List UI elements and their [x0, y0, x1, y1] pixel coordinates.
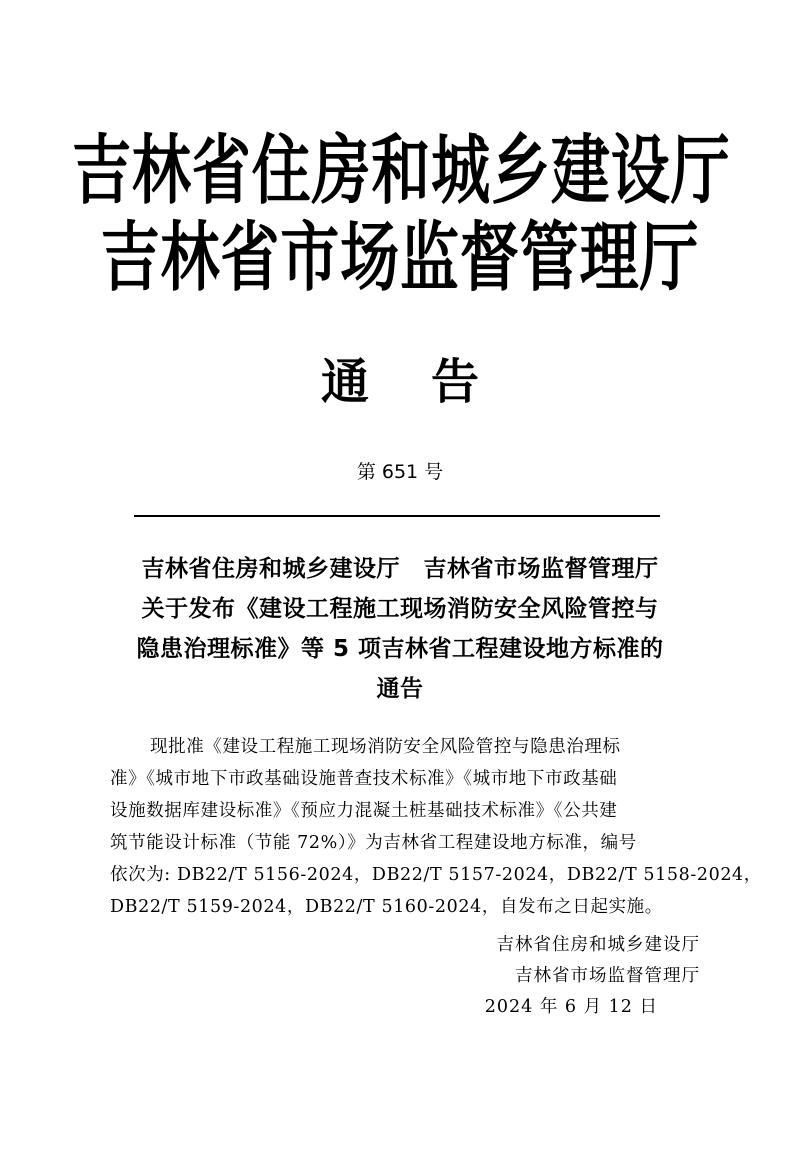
- notice-title-line: 吉林省住房和城乡建设厅 吉林省市场监督管理厅: [141, 556, 659, 582]
- issuer-name-market-supervision: 吉林省市场监督管理厅: [100, 211, 700, 302]
- notice-body: [110, 731, 762, 923]
- body-line: 现批准《建设工程施工现场消防安全风险管控与隐患治理标: [150, 737, 621, 757]
- body-line: 准》《城市地下市政基础设施普查技术标准》《城市地下市政基础: [110, 769, 618, 789]
- document-number: 第 651 号: [356, 461, 444, 483]
- document-type-char-2: 告: [431, 354, 480, 410]
- notice-title: [100, 549, 700, 709]
- document-type-heading: [0, 352, 800, 412]
- body-line: 筑节能设计标准（节能 72%）》为吉林省工程建设地方标准，编号: [110, 833, 637, 853]
- notice-title-line: 隐患治理标准》等 5 项吉林省工程建设地方标准的: [136, 636, 664, 662]
- signature-date: 2024 年 6 月 12 日: [484, 997, 658, 1017]
- header-divider: [134, 515, 660, 517]
- notice-title-line: 关于发布《建设工程施工现场消防安全风险管控与: [141, 596, 659, 622]
- body-line: DB22/T 5159-2024，DB22/T 5160-2024，自发布之日起实施。: [110, 897, 663, 917]
- body-line: 设施数据库建设标准》《预应力混凝土桩基础技术标准》《公共建: [110, 801, 618, 821]
- signature-org-housing: 吉林省住房和城乡建设厅: [496, 935, 700, 955]
- notice-title-line: 通告: [376, 676, 424, 702]
- issuer-name-housing: 吉林省住房和城乡建设厅: [72, 124, 731, 215]
- body-line: 依次为: DB22/T 5156-2024，DB22/T 5157-2024，DB22/T 5158-2024，: [110, 865, 762, 885]
- signature-block: [430, 930, 700, 1023]
- signature-org-market-supervision: 吉林省市场监督管理厅: [515, 966, 700, 986]
- document-type-char-1: 通: [320, 354, 369, 410]
